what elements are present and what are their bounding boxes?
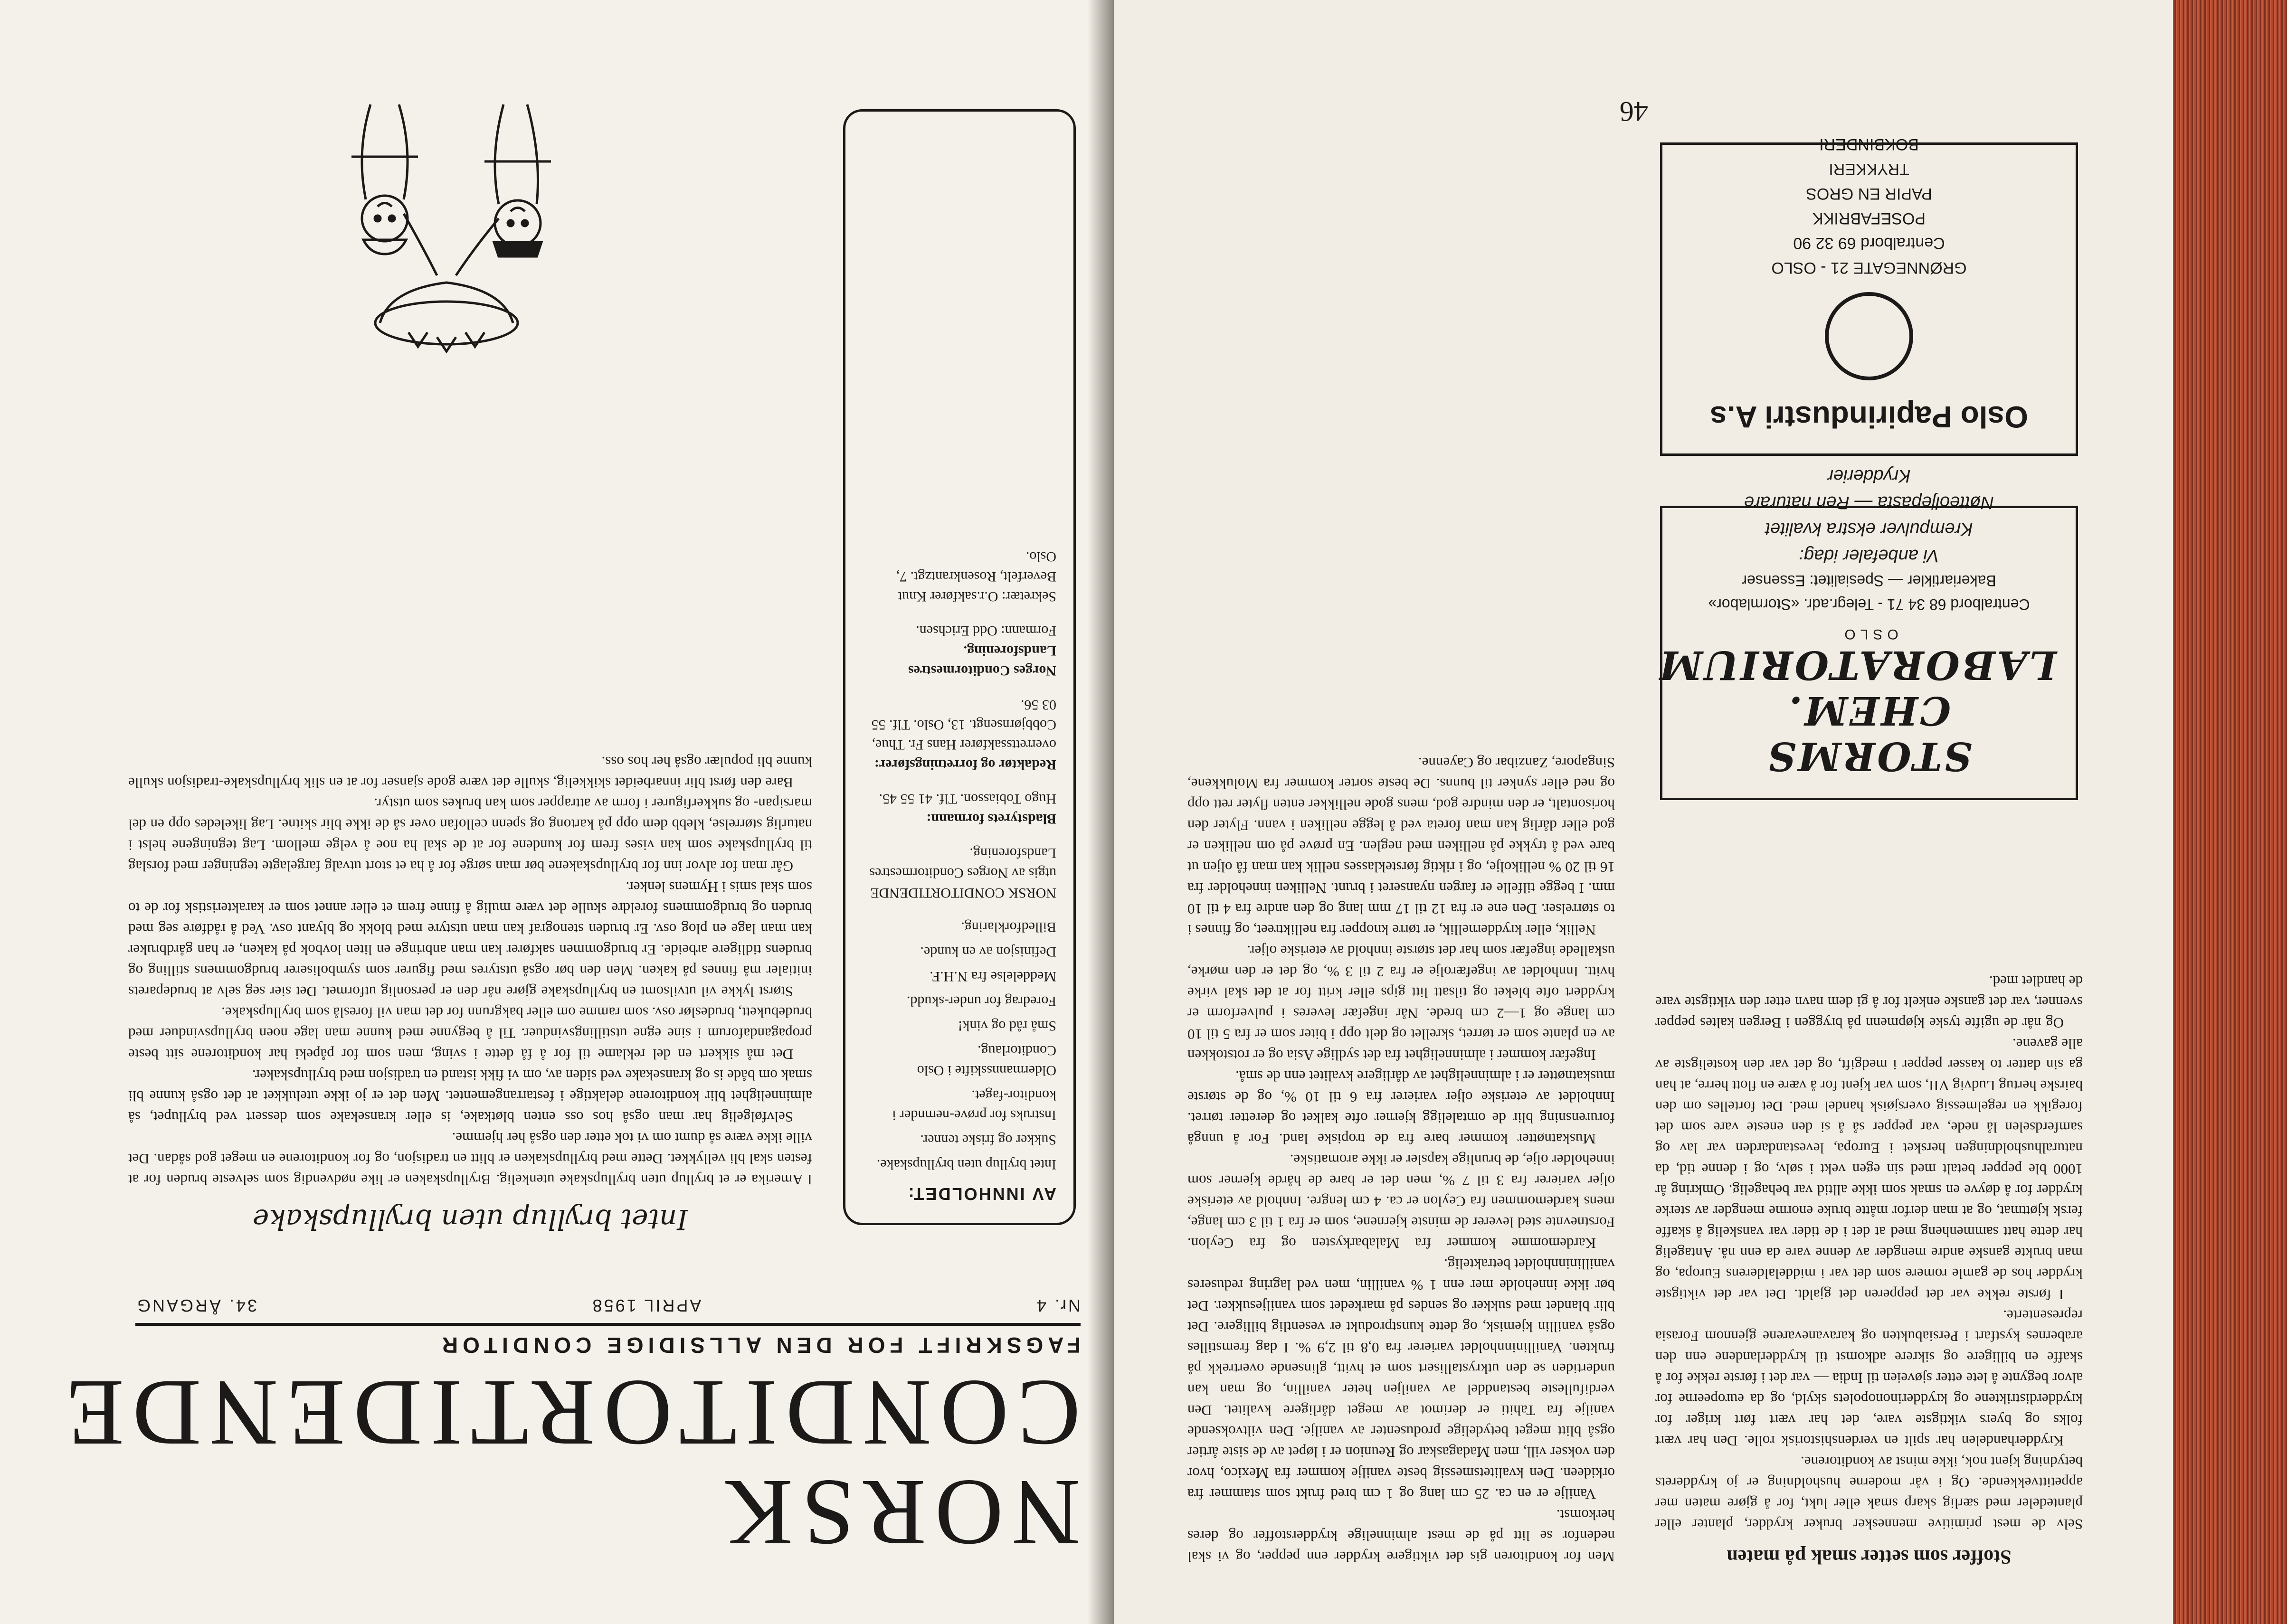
article-title: Stoffer som setter smak på maten [1727, 1546, 2012, 1567]
masthead-rule [135, 1323, 1081, 1326]
ad-oslo-phone: Centralbord 69 32 90 [1793, 234, 1945, 252]
article-paragraph: Krydderhandelen har spilt en verdenshistorisk rolle. Den har vært folks og byers viktigste vare, det har vært ført kriger for krydderdistriktene og krydderinonopolets skyld, og da europeerne for alvor begynte å lete etter sjøveien til India — var det i første rekke for å skaffe en billigere og sikrere adkomst til krydderlandene enn den arabernes kystfart i Persiabukten og karavanevarene gjennom Forasia representerte. [1655, 1307, 2083, 1449]
toc-item: Små råd og vink! [958, 1018, 1056, 1034]
ad-storms-product: Nøtteoljepasta — Ren naturare [1744, 492, 1994, 512]
article-paragraph: Vanilje er en ca. 25 cm lang og 1 cm bred frukt som stammer fra orkideen. Den kvalitetsmessig beste vanilje kommer fra Mexico, hvor den vokser vill, men Madagaskar og Reunion er i løpet av de siste årtier også blitt meget betydelige produsenter av vanilje. Den viltvoksende vanilje fra Tahiti er derimot av meget dårligere kvalitet. Den verdifulleste bestanddel av vaniljen heter vanillin, og man kan undertiden se den utkrystallisert som et hvitt, glinsende overtrekk på frukten. Vanillininnholdet varierer fra 0,8 til 2,9 %. I dag fremstilles også vanillin kjemisk, og dette kunstprodukt er vesentlig billigere. Det blir blandet med sukker og sendes på markedet som vaniljesukker. Det bør ikke inneholde mer enn 1 % vanillin, men ved lagring reduseres vanillininnholdet betraktelig. [1187, 1256, 1615, 1502]
ad-oslo-line: TRYKKERI [1829, 160, 1909, 178]
ad-oslo-line: BOKBINDERI [1819, 135, 1919, 153]
ad-storms-product: Krydderier [1827, 466, 1911, 486]
ad-storms-laboratorium [1657, 466, 2078, 800]
spice-article-column-a [1655, 855, 2083, 1567]
toc-item: Billedforklaring. [961, 919, 1056, 935]
article-paragraph: Men for konditoren gis det viktigere krydder enn pepper, og vi skal nedenfor se litt på de mest alminnelige krydderstoffer og deres herkomst. [1187, 1507, 1615, 1565]
article-paragraph: I Amerika er et bryllup uten bryllupskake utenkelig. Bryllupskaken er like nødvendig som selveste bruden for at festen skal bli vellykket. Dette med bryllupskaken er blitt en tradisjon, og for konditorene en meget god sådan. Det ville ikke være så dumt om vi tok etter den også her hjemme. [128, 1130, 812, 1188]
ad-oslo-line: POSEFABRIKK [1812, 209, 1926, 227]
toc-assoc-label: Norges Conditormestres Landsforening. [908, 643, 1056, 679]
article-paragraph: Det må sikkert en del reklame til for å få dette i sving, men som for påpeki har konditorene sitt beste propagandaforum i sine egne utstillingsvinduer. Til å begynne med kunne man lage noen bryllupsvinduer med brudebukett, brudeslør osv. som ramme om eller bakgrunn for det man vil foreslå som bryllupskake. [128, 1004, 812, 1063]
issue-number: Nr. 4 [1034, 1296, 1081, 1315]
toc-item: Meddelelse fra N.H.F. [930, 969, 1056, 984]
wedding-cartoon-illustration [323, 95, 570, 361]
toc-item: Foredrag for under-skudd. [906, 993, 1056, 1009]
article-paragraph: I første rekke var det pepperen det gjaldt. Det var det viktigste krydder hos de gamle romere som det var i middelalderens Europa, og man brukte ganske andre mengder av denne vare da enn nå. Antagelig har dette hatt sammenheng med at det i de tider var vanskelig å skaffe fersk kjøttmat, og at man derfor måtte bruke enorme mengder av sterke krydder for å døyve en smak som ikke alltid var behagelig. Omkring år 1000 ble pepper betalt med sin egen vekt i sølv, og i denne tid, da naturalhusholdningen hersket i Europa, levestandarden var lav og samferdselen lå nede, var pepper så å si den eneste vare som det foregikk en regelmessig oversjøisk handel med. Det fortelles om den bairske hertug Ludvig VII, som var kjent for å være en flott herre, at han ga sin datter to kasser pepper i medgift, og det var den kosteligste av alle gavene. [1655, 1036, 2083, 1303]
ad-storms-city: OSLO [1840, 626, 1898, 642]
article-paragraph: Muskatnøtter kommer bare fra de tropiske land. For å unngå forurensning blir de omtaleligg kjerner ofte kalket og deretter tørret. Innholdet av eteriske oljer varierer fra 6 til 10 %, og de største muskatnøtter er i alminnelighet av dårligere kvalitet enn de små. [1187, 1068, 1615, 1147]
toc-item: Instruks for prøve-nemnder i konditor-faget. [892, 1087, 1056, 1123]
article-paragraph: Nellik, eller kryddernellik, er tørre knopper fra nelliktreet, og finnes i to størrelser. Den ene er fra 12 til 17 mm lang og den andre fra 4 til 10 mm. I begge tilfelle er fargen nyanseret i brunt. Nelliken inneholder fra 16 til 20 % nellikolje, og i riktig førsteklasses nellik kan man få oljen ut bare ved å trykke på nelliken med neglen. En prøve på om nelliken er god eller dårlig kan man foreta ved å legge nelliken i vann. Flyter den horisontalt, er den mindre god, mens gode nellikker enten flyter rett opp og ned eller synker til bunns. De beste sorter kommer fra Molukkene, Singapore, Zanzibar og Cayenne. [1187, 755, 1615, 938]
toc-item: Intet bryllup uten bryllupskake. [876, 1157, 1056, 1172]
masthead-subtitle: FAGSKRIFT FOR DEN ALLSIDIGE CONDITOR [437, 1333, 1081, 1358]
ad-storms-phone: Centralbord 68 34 71 - Telegr.adr. «Stormlabor» [1708, 596, 2030, 613]
masthead-title-line1: NORSK [716, 1460, 1081, 1565]
article-title: Intet bryllup uten bryllupskake [252, 1203, 688, 1236]
spice-article-column-b [1187, 142, 1615, 1567]
ad-oslo-papirindustri [1660, 135, 2078, 456]
article-paragraph: Går man for alvor inn for bryllupskakene bør man sørge for å ha et stort utvalg fargelagte tegninger med forslag til bryllupskake som kan vises frem for kundene for at de skal ha noe å velge mellom. Lag tegningene helst i naturlig størrelse, klebb dem opp på kartong og spenn cellofan over så de ikke blir skitne. Lag likeledes opp en del marsipan- og sukkerfigurer i form av attrapper som kan brukes som utstyr. [128, 795, 812, 875]
toc-chair-label: Bladstyrets formann: [926, 811, 1056, 827]
article-paragraph: Størst lykke vil utvilsomt en bryllupskake gjøre når den er personlig utformet. Det sier seg selv at brudeparets initialer må finnes på kaken. Men den bør også utstyres med figurer som symboliserer brudgommens stilling og brudens tidligere arbeide. Er brudgommen sakfører kan man anbringe en liten lovbok på kaken, er han gårdbruker kan man lage en plog osv. Er bruden stenograf kan man utstyre med blokk og blyant osv. Ved å rådføre seg med bruden og brudgommens foreldre skulle det være mulig å finne frem et eller annet som er karakteristisk for de to som skal smis i Hymens lenker. [128, 879, 812, 1000]
toc-editor-label: Redaktør og forretningsfører: [874, 757, 1056, 773]
toc-item: Sukker og friske tenner. [920, 1132, 1056, 1148]
issue-date: APRIL 1958 [590, 1296, 702, 1315]
toc-item: Definisjon av en kunde. [920, 944, 1056, 960]
page-number: 46 [1620, 96, 1648, 127]
ad-oslo-line: PAPIR EN GROS [1806, 185, 1932, 203]
ad-storms-name: STORMS CHEM. LABORATORIUM [1657, 642, 2057, 779]
article-paragraph: Selvfølgelig har man også hos oss enten bløtkake, is eller kransekake som dessert ved bryllupet, så alminnelighet blir konditorene delaktige i festarrangementet. Men det er jo ikke utelukket at det også kunne bli smak om både is og kransekake ved siden av, om vi fikk istand en tradisjon med bryllupskaker. [128, 1067, 812, 1125]
ad-storms-spec: Bakeriartikler — Spesialitet: Essenser [1742, 572, 1996, 589]
masthead-title-line2: CONDITORTIDENDE [57, 1360, 1081, 1465]
article-paragraph: Kardemomme kommer fra Malabarkysten og fra Ceylon. Forstnevnte sted leverer de minste kjernene, som er fra 1 til 3 cm lange, mens kardemommen fra Ceylon er ca. 4 cm lengre. Innhold av eteriske oljer varierer fra 3 til 7 %, men det er bare de hårde kjerner som inneholder olje, de brunlige kapsler er ikke aromatiske. [1187, 1152, 1615, 1252]
issue-volume: 34. ÅRGANG [135, 1296, 257, 1315]
factory-logo-icon [1825, 292, 1913, 380]
ad-oslo-address: GRØNNEGATE 21 - OSLO [1771, 259, 1967, 277]
masthead-issue-line [135, 1295, 1081, 1315]
article-paragraph: Selv de mest primitive mennesker bruker krydder, planter eller plantedeler med særlig skarp smak eller lukt, for å gjøre maten mer appetittvekkende. Og i vår moderne husholdning er jo krydderets betydning kjent nok, ikke minst av konditorene. [1655, 1454, 2083, 1533]
wedding-cake-article [128, 375, 812, 1236]
left-page [0, 0, 1114, 1624]
masthead [57, 1220, 1081, 1565]
toc-publisher: NORSK CONDITORTIDENDE utgis av Norges Conditormestres Landsforening. [869, 845, 1056, 901]
toc-box [843, 109, 1076, 1225]
article-paragraph: Bare den først blir innarbeidet skikkelig, skulle det være gode sjanser for at en slik bryllupskake-tradisjon skulle kunne bli populær også her hos oss. [128, 754, 812, 791]
ad-oslo-name: Oslo Papirindustri A.s [1710, 400, 2028, 434]
page-edges [2173, 0, 2287, 1624]
article-paragraph: Ingefær kommer i alminnelighet fra det sydlige Asia og er rotstokken av en plante som er tørret, skrellet og delt opp i biter som er fra 5 til 10 cm lange og 1—2 cm brede. Når ingefær leveres i pulverform er kryddert ofte bleket og tilsatt litt gips eller kritt for at det skal virke hvitt. Innholdet av ingefærolje er fra 2 til 3 %, og det er den mørke, uskallede ingefær som har det største innhold av eteriske oljer. [1187, 943, 1615, 1064]
toc-heading: AV INNHOLDET: [907, 1184, 1056, 1204]
toc-item: Oldermannsskifte i Oslo Conditorlaug. [917, 1043, 1056, 1078]
toc-assoc-chair: Formann: Odd Erichsen. [916, 623, 1056, 639]
toc-secretary: Sekretær: O.r.sakfører Knut Beverfelt, Rosenkrantzgt. 7, Oslo. [896, 549, 1056, 604]
toc-editor: overrettssakfører Hans Fr. Thue, Cobbjørnsengt. 13, Oslo. Tlf. 55 03 56. [871, 697, 1056, 753]
ad-storms-product: Krempulver ekstra kvalitet [1765, 519, 1973, 539]
ad-storms-rec: Vi anbefaler idag: [1799, 546, 1939, 566]
toc-chair: Hugo Tobiasson. Tlf. 41 55 45. [879, 791, 1056, 807]
article-paragraph: Og når de ugifte tyske kjøpmenn på bryggen i Bergen kaltes pepper svenner, var det ganske enkelt for å gi dem navn etter den viktigste vare de handlet med. [1655, 973, 2083, 1031]
